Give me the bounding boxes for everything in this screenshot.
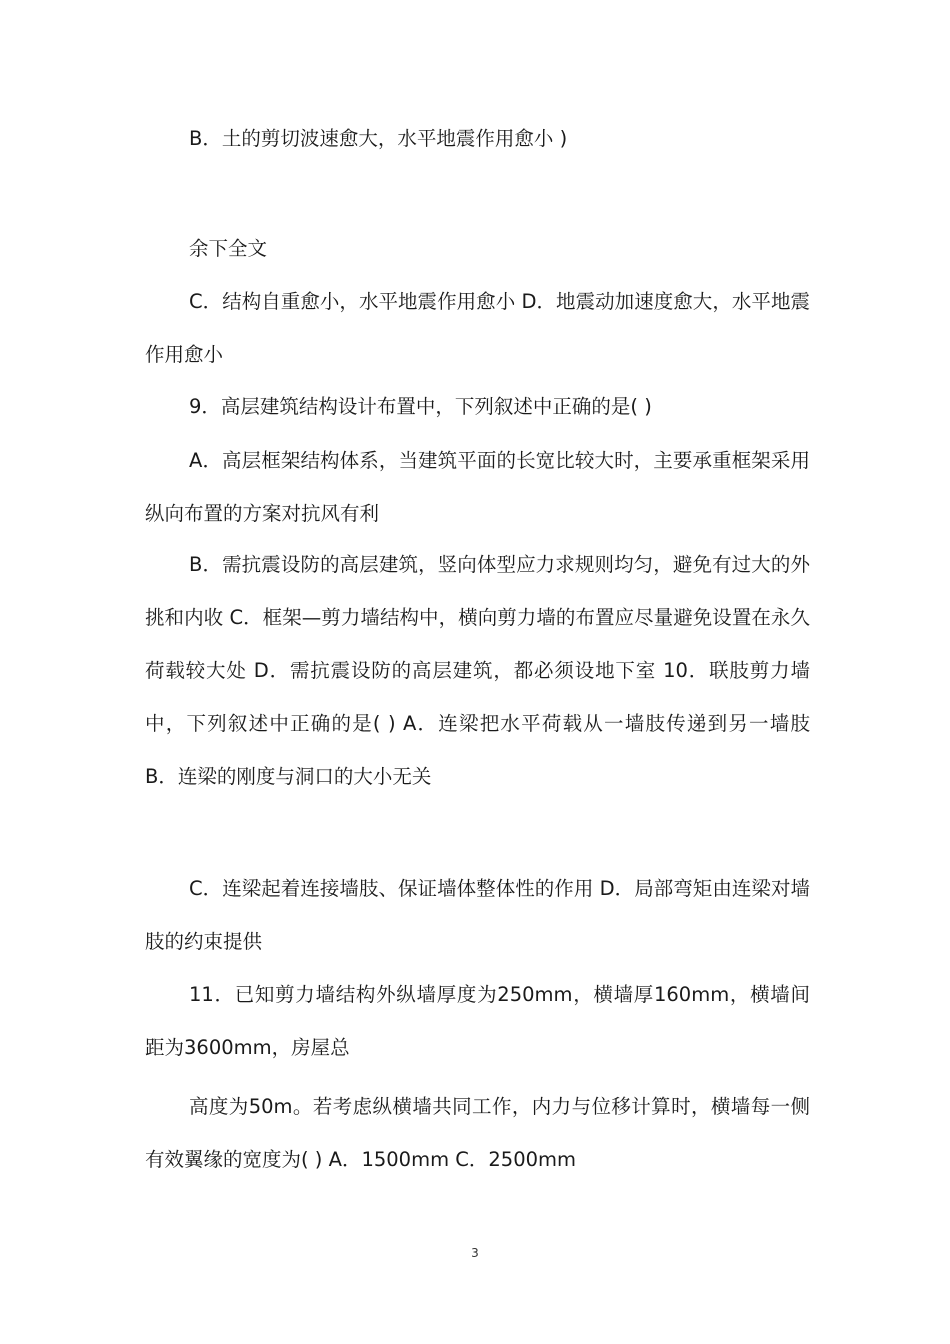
paragraph-6: B．需抗震设防的高层建筑，竖向体型应力求规则均匀，避免有过大的外挑和内收 C．框架—剪力墙结构中，横向剪力墙的布置应尽量避免设置在永久荷载较大处 D．需抗震设防的高层建筑，都必须设地下室 10．联肢剪力墙中，下列叙述中正确的是( ) A．连梁把水平荷载从一墙肢传递到另一墙肢 B．连梁的刚度与洞口的大小无关	[145, 553, 810, 788]
paragraph-1: B．土的剪切波速愈大，水平地震作用愈小 )	[189, 127, 568, 150]
paragraph-8: 11．已知剪力墙结构外纵墙厚度为250mm，横墙厚160mm，横墙间距为3600mm，房屋总	[145, 983, 810, 1059]
paragraph-2: 余下全文	[189, 237, 268, 260]
paragraph-3: C．结构自重愈小，水平地震作用愈小 D．地震动加速度愈大，水平地震作用愈小	[145, 290, 810, 366]
paragraph-5: A．高层框架结构体系，当建筑平面的长宽比较大时，主要承重框架采用纵向布置的方案对抗风有利	[145, 449, 810, 525]
paragraph-4: 9．高层建筑结构设计布置中，下列叙述中正确的是( )	[189, 395, 652, 418]
paragraph-9: 高度为50m。若考虑纵横墙共同工作，内力与位移计算时，横墙每一侧有效翼缘的宽度为( ) A．1500mm C．2500mm	[145, 1095, 810, 1171]
page-number: 3	[471, 1246, 479, 1260]
paragraph-7: C．连梁起着连接墙肢、保证墙体整体性的作用 D．局部弯矩由连梁对墙肢的约束提供	[145, 877, 810, 953]
